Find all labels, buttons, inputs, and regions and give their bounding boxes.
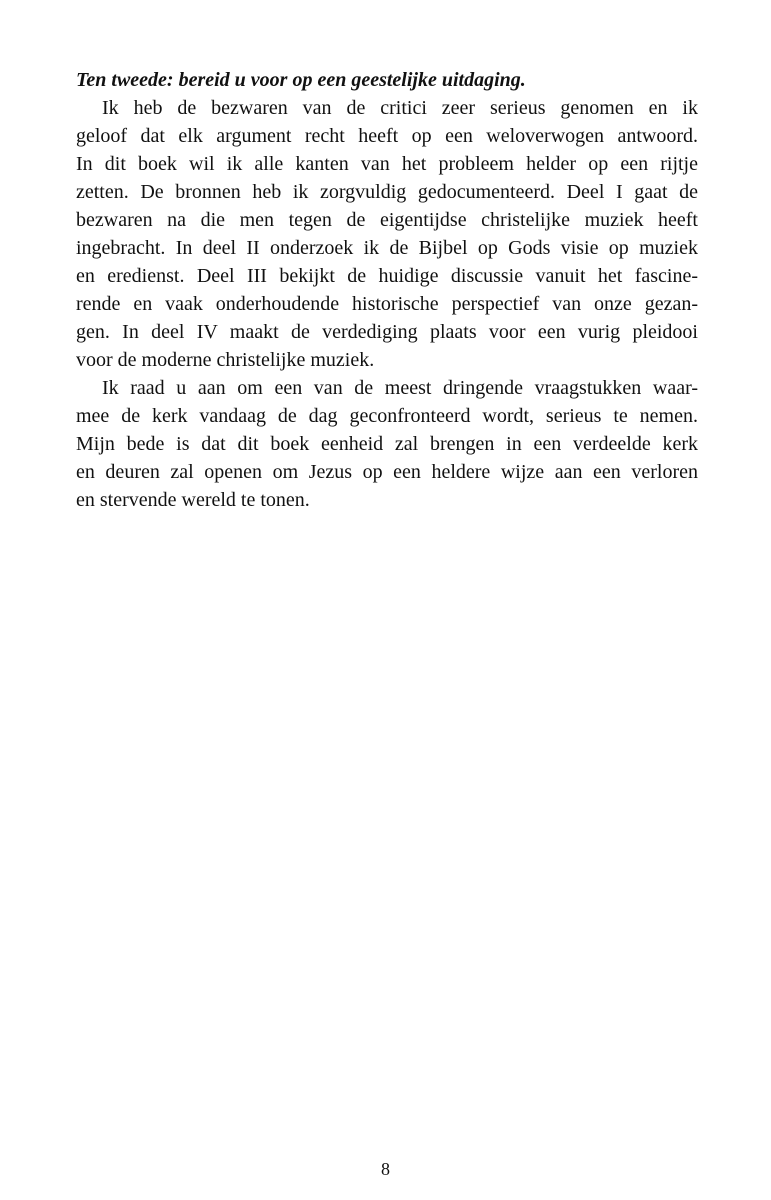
text-line: voor de moderne christelijke muziek. [76,349,375,371]
text-line: ingebracht. In deel II onderzoek ik de Bijbel op Gods visie op muziek [76,237,698,259]
text-line: In dit boek wil ik alle kanten van het probleem helder op een rijtje [76,153,698,175]
text-line: Ik heb de bezwaren van de critici zeer serieus genomen en ik [102,97,698,119]
text-line: zetten. De bronnen heb ik zorgvuldig gedocumenteerd. Deel I gaat de [76,181,698,203]
text-line: en eredienst. Deel III bekijkt de huidige discussie vanuit het fascine- [76,265,698,287]
text-line: en deuren zal openen om Jezus op een heldere wijze aan een verloren [76,461,698,483]
text-line: Mijn bede is dat dit boek eenheid zal brengen in een verdeelde kerk [76,433,698,455]
text-line: bezwaren na die men tegen de eigentijdse christelijke muziek heeft [76,209,698,231]
text-line: gen. In deel IV maakt de verdediging plaats voor een vurig pleidooi [76,321,698,343]
text-line: en stervende wereld te tonen. [76,489,310,511]
body-text [76,66,698,514]
paragraph-2 [76,374,698,514]
page-number: 8 [381,1159,390,1179]
paragraph-1 [76,94,698,374]
text-line: mee de kerk vandaag de dag geconfronteerd wordt, serieus te nemen. [76,405,698,427]
text-line: Ik raad u aan om een van de meest dringende vraagstukken waar- [102,377,698,399]
text-line: geloof dat elk argument recht heeft op een weloverwogen antwoord. [76,125,698,147]
text-line: rende en vaak onderhoudende historische perspectief van onze gezan- [76,293,698,315]
section-heading: Ten tweede: bereid u voor op een geestelijke uitdaging. [76,69,526,91]
